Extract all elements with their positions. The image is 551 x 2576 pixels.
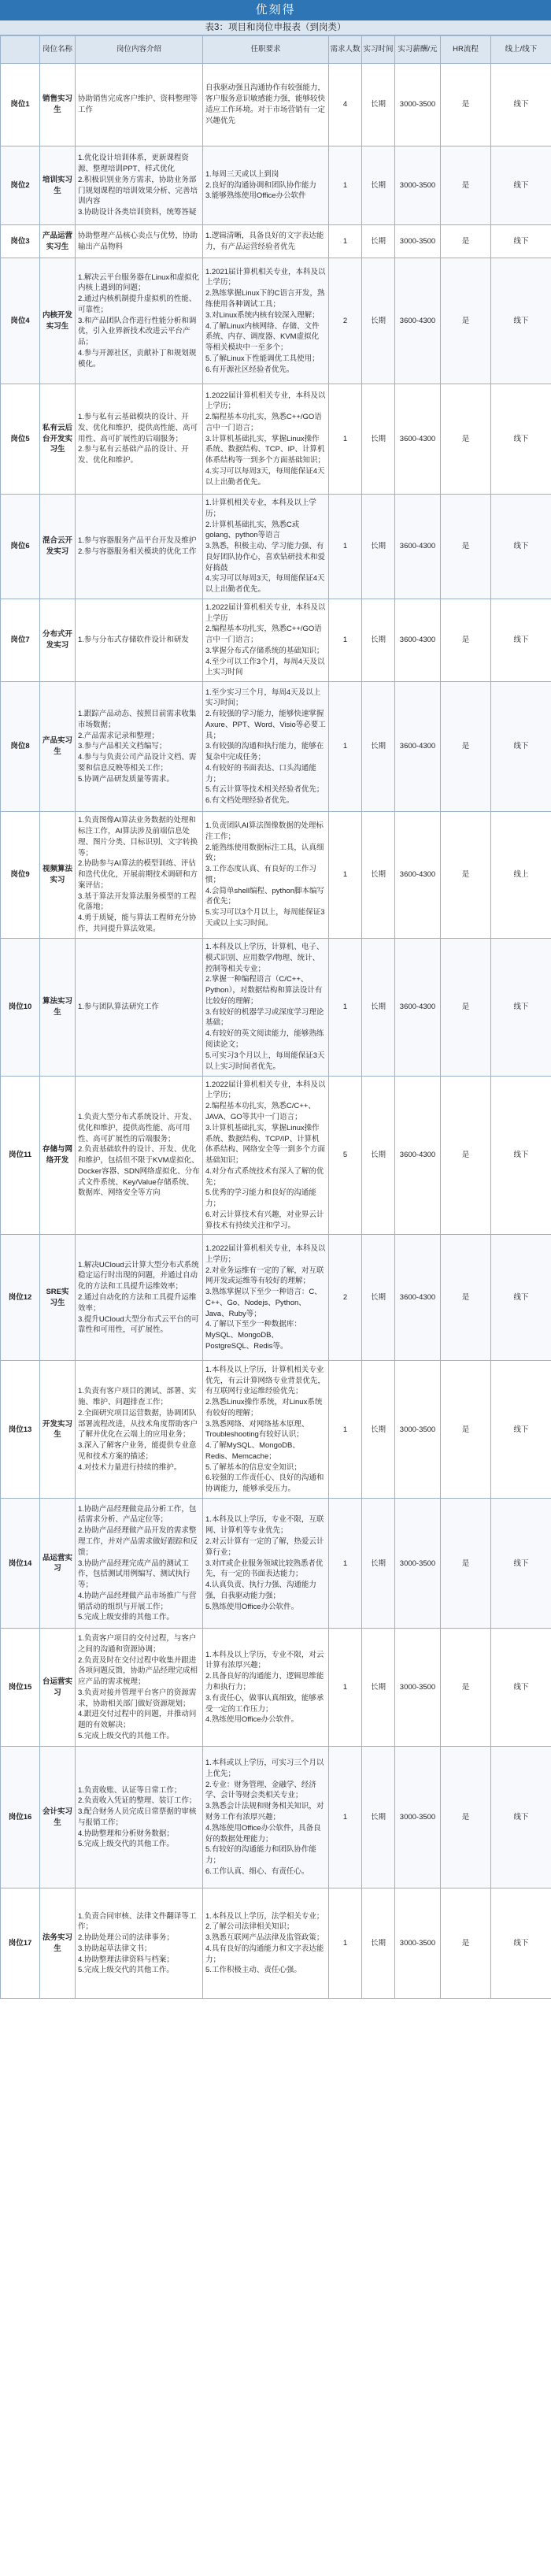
work-mode: 线下 xyxy=(491,1888,551,1999)
headcount: 1 xyxy=(329,384,362,495)
position-name: 品运营实习 xyxy=(40,1499,76,1629)
header-cell: 实习薪酬/元 xyxy=(395,36,441,64)
position-name: 内核开发实习生 xyxy=(40,258,76,384)
salary: 3000-3500 xyxy=(395,1888,441,1999)
headcount: 1 xyxy=(329,225,362,258)
intern-duration: 长期 xyxy=(362,225,395,258)
position-name: 存储与网络开发 xyxy=(40,1076,76,1235)
work-mode: 线下 xyxy=(491,599,551,681)
salary: 3600-4300 xyxy=(395,1235,441,1361)
work-mode: 线下 xyxy=(491,258,551,384)
work-mode: 线下 xyxy=(491,1747,551,1888)
position-requirements: 1.逻辑清晰，具备良好的文字表达能力，有产品运营经验者优先 xyxy=(203,225,329,258)
salary: 3600-4300 xyxy=(395,1076,441,1235)
position-content: 1.负责合同审核、法律文件翻译等工作； 2.协助处理公司的法律事务； 3.协助起草法律文书； 4.协助整理法律资料与档案； 5.完成上级交代的其他工作。 xyxy=(76,1888,203,1999)
position-name: 培训实习生 xyxy=(40,146,76,225)
intern-duration: 长期 xyxy=(362,938,395,1076)
table-row xyxy=(1,1499,551,1629)
row-id: 岗位13 xyxy=(1,1361,40,1499)
table-row xyxy=(1,1629,551,1747)
work-mode: 线下 xyxy=(491,384,551,495)
intern-duration: 长期 xyxy=(362,1499,395,1629)
hr-process: 是 xyxy=(441,64,491,146)
salary: 3600-4300 xyxy=(395,599,441,681)
headcount: 1 xyxy=(329,495,362,599)
row-id: 岗位6 xyxy=(1,495,40,599)
header-cell: 岗位内容介绍 xyxy=(76,36,203,64)
hr-process: 是 xyxy=(441,495,491,599)
position-content: 1.优化设计培训体系，更新课程资源、整理培训PPT、样式优化 2.积极识别业务方需求，协助业务部门规划课程的培训效果分析、完善培训内容 3.协助设计各类培训资料，统筹答疑 xyxy=(76,146,203,225)
headcount: 1 xyxy=(329,938,362,1076)
salary: 3000-3500 xyxy=(395,1629,441,1747)
headcount: 1 xyxy=(329,1361,362,1499)
intern-duration: 长期 xyxy=(362,812,395,938)
work-mode: 线下 xyxy=(491,495,551,599)
row-id: 岗位10 xyxy=(1,938,40,1076)
salary: 3000-3500 xyxy=(395,64,441,146)
work-mode: 线上 xyxy=(491,812,551,938)
headcount: 2 xyxy=(329,1235,362,1361)
work-mode: 线下 xyxy=(491,146,551,225)
headcount: 2 xyxy=(329,258,362,384)
position-requirements: 1.负责团队AI算法图像数据的处理标注工作； 2.能熟练使用数据标注工具，认真细致； 3.工作态度认真、有良好的工作习惯； 4.会简单shell编程、python脚本编写者优先； 5.实习可以3个月以上，每周能保证3天或以上实习时间。 xyxy=(203,812,329,938)
table-row xyxy=(1,1747,551,1888)
position-content: 协助销售完成客户维护、资料整理等工作 xyxy=(76,64,203,146)
row-id: 岗位7 xyxy=(1,599,40,681)
position-requirements: 1.2021届计算机相关专业，本科及以上学历； 2.熟练掌握Linux下的C语言开发，熟练使用各种调试工具； 3.对Linux系统内核有较深入理解； 4.了解Linux内核网络、存储、文件系统、内存、调度器、KVM虚拟化等相关模块中一至多个； 5.了解Linux下性能调优工具使用； 6.有开源社区经验者优先。 xyxy=(203,258,329,384)
table-row xyxy=(1,495,551,599)
work-mode: 线下 xyxy=(491,682,551,812)
position-content: 1.解决UCloud云计算大型分布式系统稳定运行时出现的问题，并通过自动化的方法和工具提升运维效率； 2.通过自动化的方法和工具提升运维效率； 3.提升UCloud大型分布式云平台的可靠性和可用性，可扩展性。 xyxy=(76,1235,203,1361)
hr-process: 是 xyxy=(441,599,491,681)
position-content: 1.参与团队算法研究工作 xyxy=(76,938,203,1076)
intern-duration: 长期 xyxy=(362,1361,395,1499)
intern-duration: 长期 xyxy=(362,64,395,146)
work-mode: 线下 xyxy=(491,64,551,146)
table-body xyxy=(1,64,551,1999)
position-content: 1.跟踪产品动态、按照目前需求收集市场数据； 2.产品需求记录和整理； 3.参与产品相关文档编写； 4.参与与负责公司产品设计文档、需要和信息反映等相关工作； 5.协调产品研发质量等需求。 xyxy=(76,682,203,812)
row-id: 岗位17 xyxy=(1,1888,40,1999)
table-header-row xyxy=(1,36,551,64)
headcount: 1 xyxy=(329,812,362,938)
work-mode: 线下 xyxy=(491,1235,551,1361)
row-id: 岗位15 xyxy=(1,1629,40,1747)
table-row xyxy=(1,599,551,681)
position-requirements: 1.本科及以上学历，法学相关专业； 2.了解公司法律相关知识； 3.熟悉互联网产品法律及监管政策； 4.具有良好的沟通能力和文字表达能力； 5.工作积极主动、责任心强。 xyxy=(203,1888,329,1999)
position-name: 开发实习生 xyxy=(40,1361,76,1499)
intern-duration: 长期 xyxy=(362,1235,395,1361)
company-banner: 优刻得 xyxy=(0,0,551,20)
row-id: 岗位16 xyxy=(1,1747,40,1888)
headcount: 1 xyxy=(329,682,362,812)
position-requirements: 1.至少实习三个月，每周4天及以上实习时间； 2.有较强的学习能力，能够快速掌握Axure、PPT、Word、Visio等必要工具； 3.有较强的沟通和执行能力，能够在复杂中完成任务； 4.有较好的书面表达、口头沟通能力； 5.有云计算等技术相关经验者优先； 6.有文档处理经验者优先。 xyxy=(203,682,329,812)
position-name: 法务实习生 xyxy=(40,1888,76,1999)
position-content: 1.协助产品经理做竞品分析工作，包括需求分析、产品定位等； 2.协助产品经理做产品开发的需求整理工作，并对产品需求做好跟踪和反馈； 3.协助产品经理完成产品的测试工作，包括测试用例编写、测试执行等； 4.协助产品经理做产品市场推广与营销活动的组织与开展工作； 5.完成上级安排的其他工作。 xyxy=(76,1499,203,1629)
intern-duration: 长期 xyxy=(362,1629,395,1747)
header-cell: 任职要求 xyxy=(203,36,329,64)
headcount: 1 xyxy=(329,1629,362,1747)
hr-process: 是 xyxy=(441,938,491,1076)
work-mode: 线下 xyxy=(491,1629,551,1747)
row-id: 岗位1 xyxy=(1,64,40,146)
salary: 3600-4300 xyxy=(395,384,441,495)
position-name: SRE实习生 xyxy=(40,1235,76,1361)
header-cell: 需求人数 xyxy=(329,36,362,64)
intern-duration: 长期 xyxy=(362,1076,395,1235)
hr-process: 是 xyxy=(441,1747,491,1888)
position-name: 产品运营实习生 xyxy=(40,225,76,258)
position-requirements: 1.本科及以上学历，计算机、电子、模式识别、应用数学/物理、统计、控制等相关专业； 2.掌握一种编程语言（C/C++、Python），对数据结构和算法设计有比较好的理解； 3.有较好的机器学习或深度学习理论基础； 4.有较好的英文阅读能力，能够熟练阅读论文； 5.可实习3个月以上，每周能保证3天以上实习时间者优先。 xyxy=(203,938,329,1076)
position-content: 1.参与容器服务产品平台开发及维护 2.参与容器服务相关模块的优化工作 xyxy=(76,495,203,599)
salary: 3000-3500 xyxy=(395,1361,441,1499)
position-requirements: 1.2022届计算机相关专业，本科及以上学历； 2.对业务运维有一定的了解，对互联网开发或运维等有较好的理解； 3.熟练掌握以下至少一种语言：C、C++、Go、Nodejs、Python、Java、Ruby等； 4.了解以下至少一种数据库：MySQL、MongoDB、PostgreSQL、Redis等。 xyxy=(203,1235,329,1361)
row-id: 岗位9 xyxy=(1,812,40,938)
hr-process: 是 xyxy=(441,384,491,495)
position-requirements: 1.本科及以上学历，专业不限，互联网、计算机等专业优先； 2.对云计算有一定的了解，热爱云计算行业； 3.对IT或企业服务领域比较熟悉者优先，有一定的书面表达能力； 4.认真负责、执行力强、沟通能力强，自我驱动能力强； 5.熟练使用Office办公软件。 xyxy=(203,1499,329,1629)
header-cell: 线上/线下 xyxy=(491,36,551,64)
position-content: 1.负责收账、认证等日常工作； 2.负责收入凭证的整理、装订工作； 3.配合财务人员完成日常票据的审核与报销工作； 4.协助整理和分析财务数据； 5.完成上级交代的其他工作。 xyxy=(76,1747,203,1888)
hr-process: 是 xyxy=(441,1235,491,1361)
position-requirements: 1.本科或以上学历，可实习三个月以上优先； 2.专业：财务管理、金融学、经济学、会计等财会类相关专业； 3.熟悉会计法规和财务相关知识，对财务工作有浓厚兴趣； 4.熟练使用Office办公软件，具备良好的数据处理能力； 5.有较好的沟通能力和团队协作能力； 6.工作认真、细心、有责任心。 xyxy=(203,1747,329,1888)
row-id: 岗位5 xyxy=(1,384,40,495)
salary: 3600-4300 xyxy=(395,938,441,1076)
table-row xyxy=(1,258,551,384)
position-content: 1.负责客户项目的交付过程，与客户之间的沟通和资源协调； 2.负责及时在交付过程中收集并跟进各项问题反馈，协助产品经理完成相应产品的需求梳理； 3.负责对接并管理平台客户的资源需求，协助相关部门做好资源规划； 4.跟进交付过程中的问题，并推动问题的有效解决； 5.完成上级交代的其他工作。 xyxy=(76,1629,203,1747)
position-name: 销售实习生 xyxy=(40,64,76,146)
hr-process: 是 xyxy=(441,225,491,258)
table-row xyxy=(1,1888,551,1999)
job-table xyxy=(0,35,551,1999)
work-mode: 线下 xyxy=(491,938,551,1076)
table-row xyxy=(1,938,551,1076)
hr-process: 是 xyxy=(441,1499,491,1629)
headcount: 1 xyxy=(329,1499,362,1629)
table-row xyxy=(1,146,551,225)
row-id: 岗位3 xyxy=(1,225,40,258)
salary: 3000-3500 xyxy=(395,1747,441,1888)
hr-process: 是 xyxy=(441,1888,491,1999)
position-name: 产品实习生 xyxy=(40,682,76,812)
hr-process: 是 xyxy=(441,1361,491,1499)
headcount: 1 xyxy=(329,1888,362,1999)
intern-duration: 长期 xyxy=(362,1747,395,1888)
table-row xyxy=(1,682,551,812)
work-mode: 线下 xyxy=(491,1076,551,1235)
row-id: 岗位8 xyxy=(1,682,40,812)
position-content: 1.参与分布式存储软件设计和研发 xyxy=(76,599,203,681)
work-mode: 线下 xyxy=(491,1499,551,1629)
position-requirements: 1.2022届计算机相关专业，本科及以上学历 2.编程基本功扎实，熟悉C++/GO语言中一门语言； 3.掌握分布式存储系统的基础知识； 4.至少可以工作3个月，每周4天及以上实习时间 xyxy=(203,599,329,681)
position-name: 视频算法实习 xyxy=(40,812,76,938)
intern-duration: 长期 xyxy=(362,146,395,225)
position-content: 1.参与私有云基础模块的设计、开发、优化和维护，提供高性能、高可用性、高可扩展性的后端服务； 2.参与私有云基础产品的设计、开发、优化和维护。 xyxy=(76,384,203,495)
position-name: 台运营实习 xyxy=(40,1629,76,1747)
table-row xyxy=(1,225,551,258)
position-content: 协助整理产品核心卖点与优势，协助输出产品物料 xyxy=(76,225,203,258)
position-content: 1.负责有客户项目的测试、部署、实施、维护、问题排查工作； 2.全面研究项目运营数据，协调团队部署流程改进，从技术角度帮助客户了解并优化在云端上的应用业务； 3.深入了解客户业务，能提供专业意见和技术方案的描述； 4.对技术力量进行持续的维护。 xyxy=(76,1361,203,1499)
headcount: 1 xyxy=(329,599,362,681)
table-row xyxy=(1,64,551,146)
header-cell: 岗位名称 xyxy=(40,36,76,64)
intern-duration: 长期 xyxy=(362,1888,395,1999)
headcount: 1 xyxy=(329,146,362,225)
headcount: 5 xyxy=(329,1076,362,1235)
salary: 3600-4300 xyxy=(395,495,441,599)
header-cell: HR流程 xyxy=(441,36,491,64)
hr-process: 是 xyxy=(441,1076,491,1235)
salary: 3600-4300 xyxy=(395,682,441,812)
table-row xyxy=(1,1235,551,1361)
position-requirements: 1.本科及以上学历，专业不限，对云计算有浓厚兴趣； 2.具备良好的沟通能力、逻辑思维能力和执行力； 3.有责任心，做事认真细致，能够承受一定的工作压力； 4.熟练使用Office办公软件。 xyxy=(203,1629,329,1747)
salary: 3000-3500 xyxy=(395,225,441,258)
position-requirements: 自我驱动强且沟通协作有较强能力，客户服务意识敏感能力强，能够较快适应工作环境。对于市场营销有一定兴趣优先 xyxy=(203,64,329,146)
position-content: 1.负责大型分布式系统设计、开发、优化和维护，提供高性能、高可用性、高可扩展性的后端服务； 2.负责基础软件的设计、开发、优化和维护，包括但不限于KVM虚拟化、Docker容器、SDN网络虚拟化、分布式文件系统、Key/Value存储系统、数据库、网络安全等方向 xyxy=(76,1076,203,1235)
row-id: 岗位11 xyxy=(1,1076,40,1235)
intern-duration: 长期 xyxy=(362,682,395,812)
header-cell-blank xyxy=(1,36,40,64)
salary: 3600-4300 xyxy=(395,812,441,938)
table-row xyxy=(1,812,551,938)
hr-process: 是 xyxy=(441,682,491,812)
table-row xyxy=(1,384,551,495)
position-content: 1.解决云平台服务器在Linux和虚拟化内核上遇到的问题； 2.通过内核机制提升虚拟机的性能、可靠性； 3.和产品团队合作进行性能分析和调优，引入业界新技术改进云平台产品； 4.参与开源社区，贡献补丁和规划规模化。 xyxy=(76,258,203,384)
row-id: 岗位12 xyxy=(1,1235,40,1361)
salary: 3000-3500 xyxy=(395,146,441,225)
row-id: 岗位4 xyxy=(1,258,40,384)
intern-duration: 长期 xyxy=(362,599,395,681)
position-requirements: 1.计算机相关专业，本科及以上学历； 2.计算机基础扎实，熟悉C或golang、python等语言 3.熟悉，积极主动、学习能力强、有良好团队协作心，喜欢钻研技术和爱好捣鼓 4.实习可以每周3天，每周能保证4天以上出勤者优先。 xyxy=(203,495,329,599)
work-mode: 线下 xyxy=(491,1361,551,1499)
position-name: 算法实习生 xyxy=(40,938,76,1076)
intern-duration: 长期 xyxy=(362,258,395,384)
work-mode: 线下 xyxy=(491,225,551,258)
salary: 3600-4300 xyxy=(395,258,441,384)
table-row xyxy=(1,1076,551,1235)
hr-process: 是 xyxy=(441,146,491,225)
position-requirements: 1.每周三天或以上到岗 2.良好的沟通协调和团队协作能力 3.能够熟练使用Office办公软件 xyxy=(203,146,329,225)
hr-process: 是 xyxy=(441,812,491,938)
position-name: 私有云后台开发实习生 xyxy=(40,384,76,495)
hr-process: 是 xyxy=(441,1629,491,1747)
header-cell: 实习时间 xyxy=(362,36,395,64)
row-id: 岗位14 xyxy=(1,1499,40,1629)
intern-duration: 长期 xyxy=(362,384,395,495)
hr-process: 是 xyxy=(441,258,491,384)
position-requirements: 1.2022届计算机相关专业，本科及以上学历； 2.编程基本功扎实，熟悉C++/GO语言中一门语言； 3.计算机基础扎实，掌握Linux操作系统、数据结构、TCP、IP、计算机体系结构等一到多个方面基础知识； 4.实习可以每周3天，每周能保证4天以上出勤者优先。 xyxy=(203,384,329,495)
intern-duration: 长期 xyxy=(362,495,395,599)
position-name: 分布式开发实习 xyxy=(40,599,76,681)
position-name: 混合云开发实习 xyxy=(40,495,76,599)
position-name: 会计实习生 xyxy=(40,1747,76,1888)
row-id: 岗位2 xyxy=(1,146,40,225)
table-title: 表3：项目和岗位申报表（到岗类） xyxy=(0,20,551,35)
table-row xyxy=(1,1361,551,1499)
headcount: 4 xyxy=(329,64,362,146)
headcount: 1 xyxy=(329,1747,362,1888)
position-requirements: 1.2022届计算机相关专业，本科及以上学历； 2.编程基本功扎实，熟悉C/C++、JAVA、GO等其中一门语言； 3.计算机基础扎实，掌握Linux操作系统、数据结构、TCP/IP、计算机体系结构、网络安全等一到多个方面基础知识； 4.对分布式系统技术有深入了解的优先； 5.优秀的学习能力和良好的沟通能力； 6.对云计算技术有兴趣，对业界云计算技术有持续关注和学习。 xyxy=(203,1076,329,1235)
position-content: 1.负责图像AI算法业务数据的处理和标注工作，AI算法涉及前端信息处理、图片分类、目标识别、文字转换等； 2.协助参与AI算法的模型训练、评估和迭代优化，开展前期技术调研和方案评估； 3.基于算法开发算法服务模型的工程化落地； 4.勇于质疑，能与算法工程师充分协作，共同提升算法效果。 xyxy=(76,812,203,938)
salary: 3000-3500 xyxy=(395,1499,441,1629)
position-requirements: 1.本科及以上学历，计算机相关专业优先，有云计算网络专业背景优先，有互联网行业运维经验优先； 2.熟悉Linux操作系统，对Linux系统有较好的理解； 3.熟悉网络、对网络基本原理、Troubleshooting有较好认识； 4.了解MySQL、MongoDB、Redis、Memcache； 5.了解基本的信息安全知识； 6.较强的工作责任心、良好的沟通和协调能力，能够承受压力。 xyxy=(203,1361,329,1499)
